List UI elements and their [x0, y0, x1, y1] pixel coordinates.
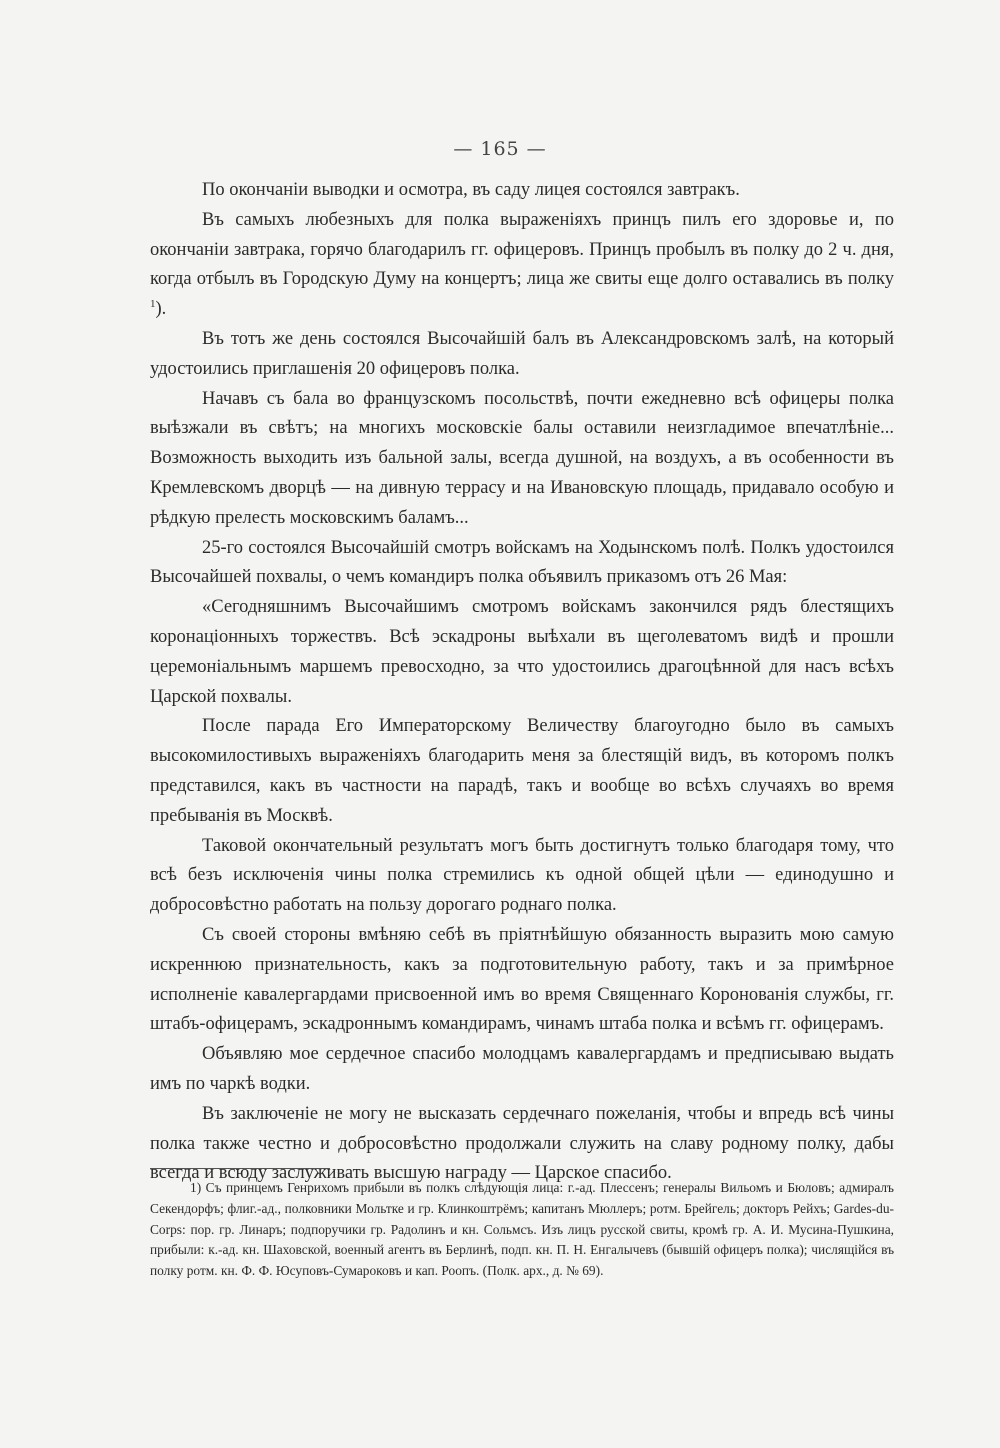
footnote-reference: 1: [150, 298, 156, 311]
paragraph: Начавъ съ бала во французскомъ посольствѣ, почти ежедневно всѣ офицеры полка выѣзжали въ свѣтъ; на многихъ московскіе балы оставили неизгладимое впечатлѣніе... Возможность выходить изъ бальной залы, всегда душной, на воздухъ, а въ особенности въ Кремлевскомъ дворцѣ — на дивную террасу и на Ивановскую площадь, придавало особую и рѣдкую прелесть московскимъ баламъ...: [150, 388, 894, 528]
paragraph: Объявляю мое сердечное спасибо молодцамъ кавалергардамъ и предписываю выдать имъ по чаркѣ водки.: [150, 1044, 894, 1094]
footnote-paragraph: [150, 1178, 894, 1282]
paragraph-text: Въ самыхъ любезныхъ для полка выраженіяхъ принцъ пилъ его здоровье и, по окончаніи завтрака, горячо благодарилъ гг. офицеровъ. Принцъ пробылъ въ полку до 2 ч. дня, когда отбылъ въ Городскую Думу на концертъ; лица же свиты еще долго оставались въ полку: [150, 209, 894, 290]
footnote-reference-suffix: ).: [155, 299, 167, 320]
paragraph: Съ своей стороны вмѣняю себѣ въ пріятнѣйшую обязанность выразить мою самую искреннюю признательность, какъ за подготовительную работу, такъ и за примѣрное исполненіе кавалергардами присвоенной имъ во время Священнаго Коронованія службы, гг. штабъ-офицерамъ, эскадроннымъ командирамъ, чинамъ штаба полка и всѣмъ гг. офицерамъ.: [150, 924, 894, 1035]
paragraph: «Сегодняшнимъ Высочайшимъ смотромъ войскамъ закончился рядъ блестящихъ коронаціонныхъ торжествъ. Всѣ эскадроны выѣхали въ щеголеватомъ видѣ и прошли церемоніальнымъ маршемъ превосходно, за что удостоились драгоцѣнной для насъ всѣхъ Царской похвалы.: [150, 597, 894, 707]
paragraph: Въ заключеніе не могу не высказать сердечнаго пожеланія, чтобы и впредь всѣ чины полка также честно и добросовѣстно продолжали служить на славу родному полку, дабы всегда и всюду заслуживать высшую награду — Царское спасибо.: [150, 1103, 894, 1184]
page-number: — 165 —: [453, 138, 547, 160]
paragraph: Въ тотъ же день состоялся Высочайшій балъ въ Александровскомъ залѣ, на который удостоились приглашенія 20 офицеровъ полка.: [150, 328, 894, 379]
paragraph: После парада Его Императорскому Величеству благоугодно было въ самыхъ высокомилостивыхъ выраженіяхъ благодарить меня за блестящій видъ, въ которомъ полкъ представился, какъ въ частности на парадѣ, такъ и вообще во всѣхъ случаяхъ во время пребыванія въ Москвѣ.: [150, 716, 894, 826]
main-text: [150, 176, 894, 1189]
footnote: [150, 1178, 894, 1282]
paragraph: По окончаніи выводки и осмотра, въ саду лицея состоялся завтракъ.: [202, 180, 740, 200]
footnote-divider: [150, 1168, 330, 1169]
footnote-text: Съ принцемъ Генрихомъ прибыли въ полкъ слѣдующія лица: г.-ад. Плессенъ; генералы Вильомъ и Бюловъ; адмиралъ Секендорфъ; флиг.-ад., полковники Мольтке и гр. Клинкоштрёмъ; капитанъ Мюллеръ; ротм. Брейгель; докторъ Рейхъ; Gardes-du-Corps: пор. гр. Линаръ; подпоручики гр. Радолинъ и кн. Сольмсъ. Изъ лицъ русской свиты, кромѣ гр. А. И. Мусина-Пушкина, прибыли: к.-ад. кн. Шаховской, военный агентъ въ Берлинѣ, подп. кн. П. Н. Енгалычевъ (бывшій офицеръ полка); числящійся въ полку ротм. кн. Ф. Ф. Юсуповъ-Сумароковъ и кап. Роопъ. (Полк. арх., д. № 69).: [150, 1180, 894, 1279]
paragraph: [150, 206, 894, 325]
paragraph: Таковой окончательный результатъ могъ быть достигнутъ только благодаря тому, что всѣ безъ исключенія чины полка стремились къ одной общей цѣли — единодушно и добросовѣстно работать на пользу дорогаго роднаго полка.: [150, 835, 894, 916]
footnote-marker: 1): [190, 1180, 202, 1195]
paragraph: 25-го состоялся Высочайшій смотръ войскамъ на Ходынскомъ полѣ. Полкъ удостоился Высочайшей похвалы, о чемъ командиръ полка объявилъ приказомъ отъ 26 Мая:: [150, 537, 894, 588]
